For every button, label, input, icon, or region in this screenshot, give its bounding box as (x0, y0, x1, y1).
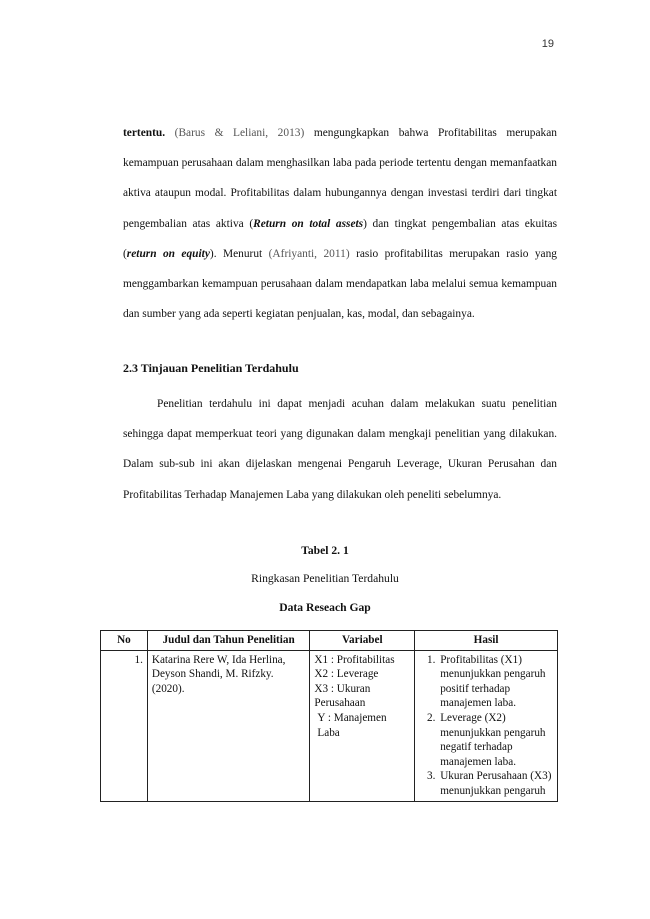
variable-x3: X3 : Ukuran Perusahaan (314, 682, 371, 710)
table-title-caption: Ringkasan Penelitian Terdahulu (251, 572, 399, 585)
cell-hasil (415, 650, 558, 801)
citation-afriyanti: (Afriyanti, 2011) (268, 247, 350, 260)
cell-no: 1. (101, 650, 148, 801)
paragraph-text-2: ) dan tingkat pengembalian atas ekuitas ( (123, 217, 558, 260)
paragraph-text-3: ). Menurut (209, 247, 263, 260)
header-judul: Judul dan Tahun Penelitian (147, 631, 310, 651)
hasil-item-2: 2. Leverage (X2) menunjukkan pengaruh negatif terhadap manajemen laba. (438, 711, 553, 769)
paragraph-profitabilitas (123, 118, 557, 329)
paragraph-penelitian-terdahulu: Penelitian terdahulu ini dapat menjadi acuhan dalam melakukan suatu penelitian sehingga dapat memperkuat teori yang digunakan dalam mengkaji penelitian yang dilakukan. Dalam sub-sub ini akan dijelaskan mengenai Pengaruh Leverage, Ukuran Perusahan dan Profitabilitas Terhadap Manajemen Laba yang dilakukan oleh peneliti sebelumnya. (123, 398, 557, 501)
paragraph-text-1: mengungkapkan bahwa Profitabilitas merupakan kemampuan perusahaan dalam menghasilkan laba pada periode tertentu dengan memanfaatkan aktiva ataupun modal. Profitabilitas dalam hubungannya dengan investasi terdiri dari tingkat pengembalian atas aktiva ( (123, 127, 557, 230)
variable-x2: X2 : Leverage (314, 668, 379, 681)
citation-barus-leliani: (Barus & Leliani, 2013) (174, 127, 305, 139)
hasil-item-1: 1. Profitabilitas (X1) menunjukkan pengaruh positif terhadap manajemen laba. (438, 653, 553, 711)
table-subtitle-caption: Data Reseach Gap (279, 601, 371, 614)
term-return-on-total-assets: Return on total assets (253, 217, 364, 230)
table-number-caption: Tabel 2. 1 (301, 544, 349, 557)
research-gap-table (100, 630, 558, 802)
header-variabel: Variabel (310, 631, 415, 651)
table-header-row (101, 631, 558, 651)
table-row (101, 650, 558, 801)
cell-variabel (310, 650, 415, 801)
paragraph-start-word: tertentu. (123, 127, 166, 139)
header-hasil: Hasil (415, 631, 558, 651)
paragraph-text-4: rasio profitabilitas merupakan rasio yang menggambarkan kemampuan perusahaan dalam mendapatkan laba melalui semua kemampuan dan sumber yang ada seperti kegiatan penjualan, kas, modal, dan sebagainya. (123, 247, 557, 321)
header-no: No (101, 631, 148, 651)
cell-judul: Katarina Rere W, Ida Herlina, Deyson Shandi, M. Rifzky. (2020). (147, 650, 310, 801)
hasil-list (419, 653, 553, 799)
page-number: 19 (541, 38, 554, 50)
variable-y: Y : Manajemen Laba (317, 711, 387, 739)
term-return-on-equity: return on equity (126, 247, 210, 260)
hasil-item-3: 3. Ukuran Perusahaan (X3) menunjukkan pengaruh (438, 769, 553, 798)
variable-x1: X1 : Profitabilitas (314, 653, 395, 666)
section-heading: 2.3 Tinjauan Penelitian Terdahulu (123, 361, 299, 375)
